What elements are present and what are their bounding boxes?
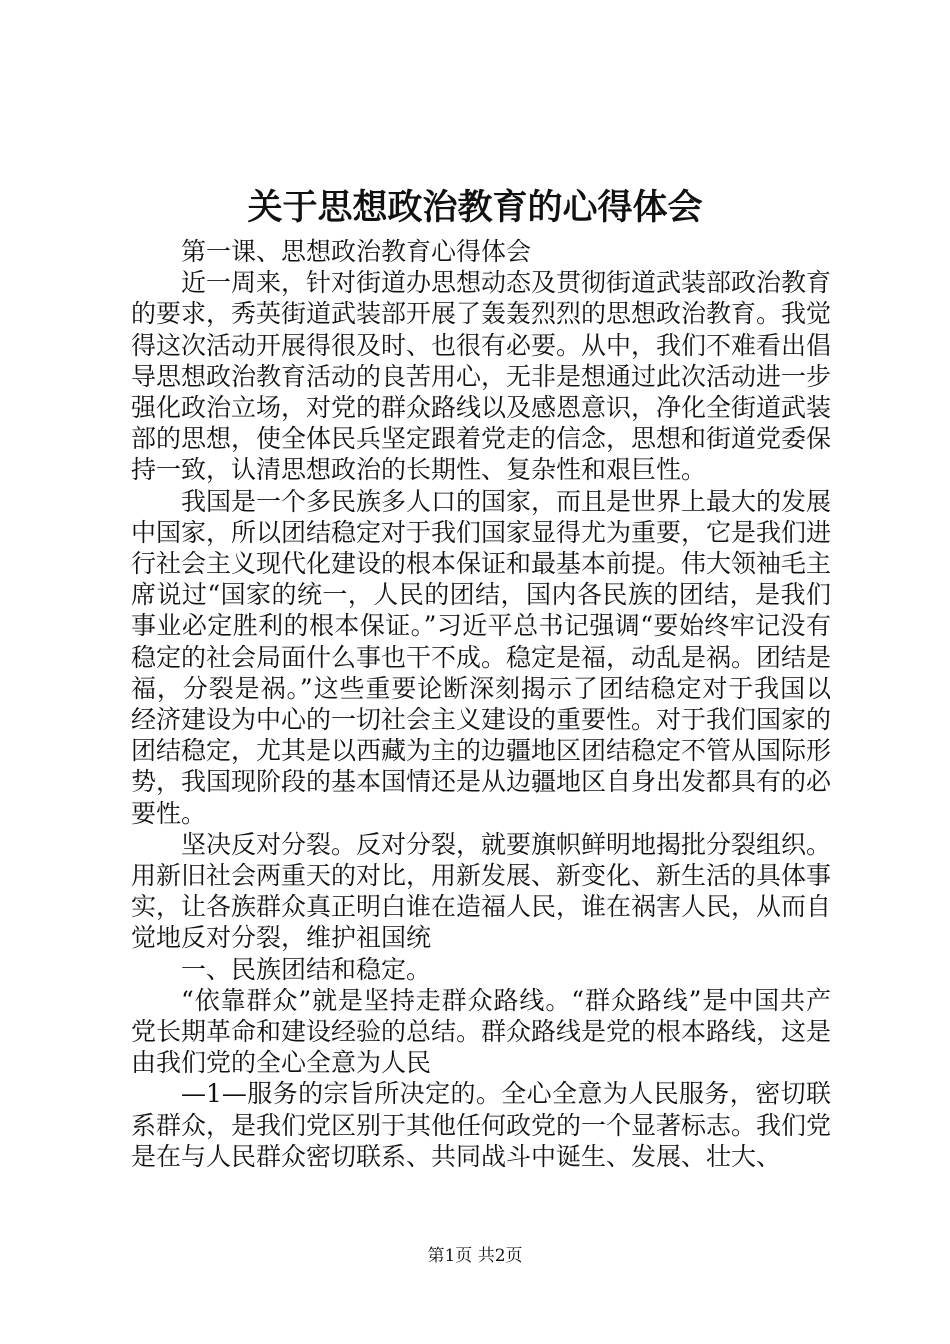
paragraph: 我国是一个多民族多人口的国家，而且是世界上最大的发展中国家，所以团结稳定对于我们国家显得尤为重要，它是我们进行社会主义现代化建设的根本保证和最基本前提。伟大领袖毛主席说过“国家的统一，人民的团结，国内各民族的团结，是我们事业必定胜利的根本保证。”习近平总书记强调“要始终牢记没有稳定的社会局面什么事也干不成。稳定是福，动乱是祸。团结是福，分裂是祸。”这些重要论断深刻揭示了团结稳定对于我国以经济建设为中心的一切社会主义建设的重要性。对于我们国家的团结稳定，尤其是以西藏为主的边疆地区团结稳定不管从国际形势，我国现阶段的基本国情还是从边疆地区自身出发都具有的必要性。: [131, 486, 832, 828]
paragraph: 坚决反对分裂。反对分裂，就要旗帜鲜明地揭批分裂组织。用新旧社会两重天的对比，用新发展、新变化、新生活的具体事实，让各族群众真正明白谁在造福人民，谁在祸害人民，从而自觉地反对分裂，维护祖国统: [131, 829, 832, 953]
paragraph-heading: 第一课、思想政治教育心得体会: [181, 237, 532, 266]
paragraph: 一、民族团结和稳定。: [181, 954, 432, 984]
paragraph: 近一周来，针对街道办思想动态及贯彻街道武装部政治教育的要求，秀英街道武装部开展了轰轰烈烈的思想政治教育。我觉得这次活动开展得很及时、也很有必要。从中，我们不难看出倡导思想政治教育活动的良苦用心，无非是想通过此次活动进一步强化政治立场，对党的群众路线以及感恩意识，净化全街道武装部的思想，使全体民兵坚定跟着党走的信念，思想和街道党委保持一致，认清思想政治的长期性、复杂性和艰巨性。: [131, 268, 832, 485]
paragraph: “依靠群众”就是坚持走群众路线。“群众路线”是中国共产党长期革命和建设经验的总结。群众路线是党的根本路线，这是由我们党的全心全意为人民: [131, 985, 832, 1078]
document-body: [131, 236, 831, 1172]
page-footer: 第1页 共2页: [427, 1246, 523, 1266]
paragraph: —1—服务的宗旨所决定的。全心全意为人民服务，密切联系群众，是我们党区别于其他任何政党的一个显著标志。我们党是在与人民群众密切联系、共同战斗中诞生、发展、壮大、: [131, 1079, 832, 1171]
document-title: 关于思想政治教育的心得体会: [247, 187, 703, 228]
